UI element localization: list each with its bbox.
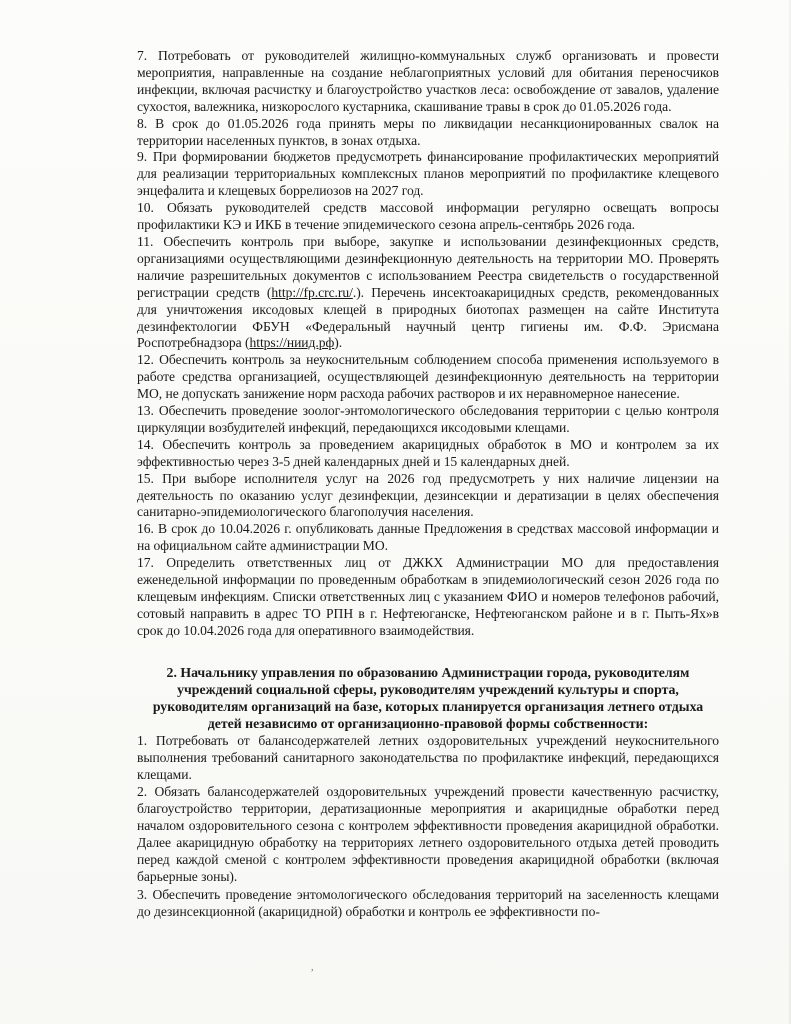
paragraph-item-12: 12. Обеспечить контроль за неукоснительным соблюдением способа применения используемого в работе средства организацией, осуществляющей дезинфекционную деятельность на территории МО, не допускать занижение норм расхода рабочих растворов и их неравномерное нанесение. bbox=[137, 352, 719, 402]
registry-link[interactable]: http://fp.crc.ru/ bbox=[271, 284, 353, 300]
section-2-item-1: 1. Потребовать от балансодержателей летних оздоровительных учреждений неукоснительного выполнения требований санитарного законодательства по профилактике инфекций, передающихся клещами. bbox=[137, 732, 719, 782]
section-2-heading: 2. Начальнику управления по образованию Администрации города, руководителям учреждений социальной сферы, руководителям учреждений культуры и спорта, руководителям организаций на базе, которых планируется организация летнего отдыха детей независимо от организационно-правовой формы собственности: bbox=[152, 664, 704, 731]
paragraph-item-15: 15. При выборе исполнителя услуг на 2026 год предусмотреть у них наличие лицензии на деятельность по оказанию услуг дезинфекции, дезинсекции и дератизации в целях обеспечения санитарно-эпидемиологического благополучия населения. bbox=[137, 470, 719, 520]
paragraph-item-13: 13. Обеспечить проведение зоолог-энтомологического обследования территории с целью контроля циркуляции возбудителей инфекций, передающихся иксодовыми клещами. bbox=[137, 403, 719, 435]
section-2-item-2: 2. Обязать балансодержателей оздоровительных учреждений провести качественную расчистку, благоустройство территории, дератизационные мероприятия и акарицидные обработки перед началом оздоровительного сезона с контролем эффективности проведения акарицидной обработки. Далее акарицидную обработку на территориях летнего оздоровительного отдыха детей проводить перед каждой сменой с контролем эффективности проведения акарицидной обработки (включая барьерные зоны). bbox=[137, 784, 719, 885]
paragraph-item-7: 7. Потребовать от руководителей жилищно-коммунальных служб организовать и провести мероприятия, направленные на создание неблагоприятных условий для обитания переносчиков инфекции, включая расчистку и благоустройство участков леса: освобождение от завалов, удаление сухостоя, валежника, низкорослого кустарника, скашивание травы в срок до 01.05.2026 года. bbox=[137, 48, 719, 114]
item-11-text-part2: .). Перечень инсектоакарицидных средств, рекомендованных для уничтожения иксодовых клещей в природных биотопах размещен на сайте Института дезинфектологии ФБУН «Федеральный научный центр гигиены им. Ф.Ф. Эрисмана Роспотребнадзора ( bbox=[137, 284, 719, 351]
section-2-item-3: 3. Обеспечить проведение энтомологического обследования территорий на заселенность клещами до дезинсекционной (акарицидной) обработки и контроль ее эффективности по- bbox=[137, 886, 719, 919]
paragraph-item-10: 10. Обязать руководителей средств массовой информации регулярно освещать вопросы профилактики КЭ и ИКБ в течение эпидемического сезона апрель-сентябрь 2026 года. bbox=[137, 200, 719, 233]
paragraph-item-17: 17. Определить ответственных лиц от ДЖКХ Администрации МО для предоставления еженедельной информации по проведенным обработкам в эпидемиологический сезон 2026 года по клещевым инфекциям. Списки ответственных лиц с указанием ФИО и номеров телефонов рабочий, сотовый направить в адрес ТО РПН в г. Нефтеюганске, Нефтеюганском районе и в г. Пыть-Ях»в срок до 10.04.2026 года для оперативного взаимодействия. bbox=[137, 555, 719, 638]
paragraph-item-8: 8. В срок до 01.05.2026 года принять меры по ликвидации несанкционированных свалок на территории населенных пунктов, в зонах отдыха. bbox=[137, 115, 719, 148]
document-body bbox=[137, 48, 719, 920]
paragraph-item-16: 16. В срок до 10.04.2026 г. опубликовать данные Предложения в средствах массовой информации и на официальном сайте администрации МО. bbox=[137, 521, 719, 554]
section-2-list bbox=[137, 732, 719, 920]
item-11-text-part1: 11. Обеспечить контроль при выборе, закупке и использовании дезинфекционных средств, организациями осуществляющими дезинфекционную деятельность на территории МО. Проверять наличие разрешительных документов с использованием Реестра свидетельств о государственной регистрации средств ( bbox=[137, 233, 719, 300]
item-11-text-part3: ). bbox=[334, 335, 343, 351]
niid-link[interactable]: https://ниид.рф bbox=[249, 335, 335, 351]
paragraph-item-9: 9. При формировании бюджетов предусмотреть финансирование профилактических мероприятий для реализации территориальных комплексных планов мероприятий по профилактике клещевого энцефалита и клещевых боррелиозов на 2027 год. bbox=[137, 149, 719, 199]
paragraph-item-11 bbox=[137, 234, 719, 352]
page-mark: , bbox=[311, 962, 314, 973]
paragraph-item-14: 14. Обеспечить контроль за проведением акарицидных обработок в МО и контролем за их эффективностью через 3-5 дней календарных дней и 15 календарных дней. bbox=[137, 436, 719, 469]
